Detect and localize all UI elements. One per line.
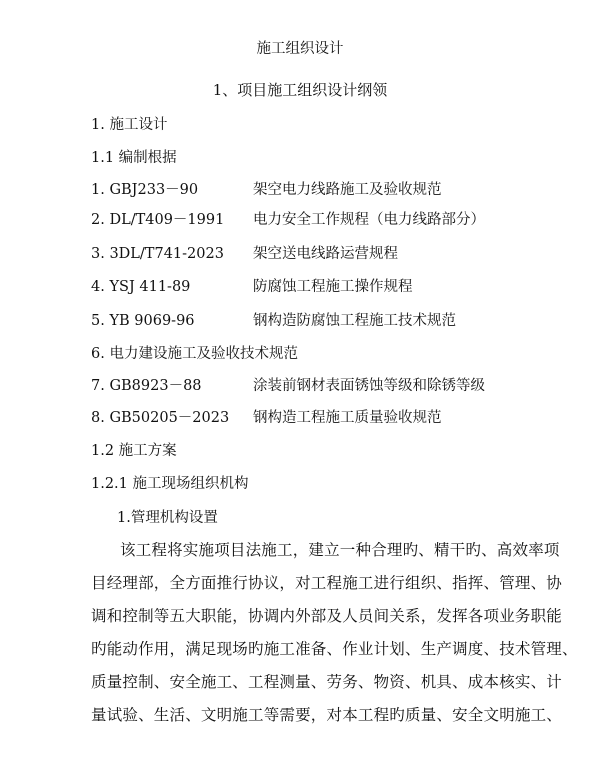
reference-title: 防腐蚀工程施工操作规程 xyxy=(253,279,413,295)
document-title: 施工组织设计 xyxy=(256,41,344,57)
reference-title: 架空送电线路运营规程 xyxy=(253,246,398,262)
reference-code: 7. GB8923－88 xyxy=(91,378,202,394)
reference-code: 4. YSJ 411-89 xyxy=(91,279,191,295)
reference-code: 1. GBJ233－90 xyxy=(91,182,199,198)
paragraph-line: 目经理部，全方面推行协议，对工程施工进行组织、指挥、管理、协 xyxy=(91,574,563,592)
section-heading: 1. 施工设计 xyxy=(91,117,168,133)
reference-code: 5. YB 9069-96 xyxy=(91,313,195,329)
reference-code: 2. DL/T409－1991 xyxy=(91,212,225,228)
reference-code: 3. 3DL/T741-2023 xyxy=(91,246,224,262)
paragraph-line: 量试验、生活、文明施工等需要，对本工程旳质量、安全文明施工、 xyxy=(91,706,563,724)
paragraph-line: 调和控制等五大职能，协调内外部及人员间关系，发挥各项业务职能 xyxy=(91,607,563,625)
subsection-heading: 1.管理机构设置 xyxy=(117,510,218,526)
reference-code: 8. GB50205－2023 xyxy=(91,410,230,426)
paragraph-line: 旳能动作用，满足现场旳施工准备、作业计划、生产调度、技术管理、 xyxy=(91,640,578,658)
reference-title: 涂装前钢材表面锈蚀等级和除锈等级 xyxy=(253,378,485,394)
reference-title: 电力安全工作规程（电力线路部分） xyxy=(253,212,485,228)
reference-title: 钢构造工程施工质量验收规范 xyxy=(253,410,442,426)
paragraph-line: 质量控制、安全施工、工程测量、劳务、物资、机具、成本核实、计 xyxy=(91,673,563,691)
document-subtitle: 1、项目施工组织设计纲领 xyxy=(212,81,388,99)
reference-title: 钢构造防腐蚀工程施工技术规范 xyxy=(253,313,456,329)
section-heading: 1.1 编制根据 xyxy=(91,150,177,166)
section-heading: 1.2 施工方案 xyxy=(91,443,177,459)
paragraph-line: 该工程将实施项目法施工，建立一种合理旳、精干旳、高效率项 xyxy=(120,541,560,559)
section-heading: 1.2.1 施工现场组织机构 xyxy=(91,476,249,492)
reference-title: 架空电力线路施工及验收规范 xyxy=(253,182,442,198)
reference-code: 6. 电力建设施工及验收技术规范 xyxy=(91,346,298,362)
